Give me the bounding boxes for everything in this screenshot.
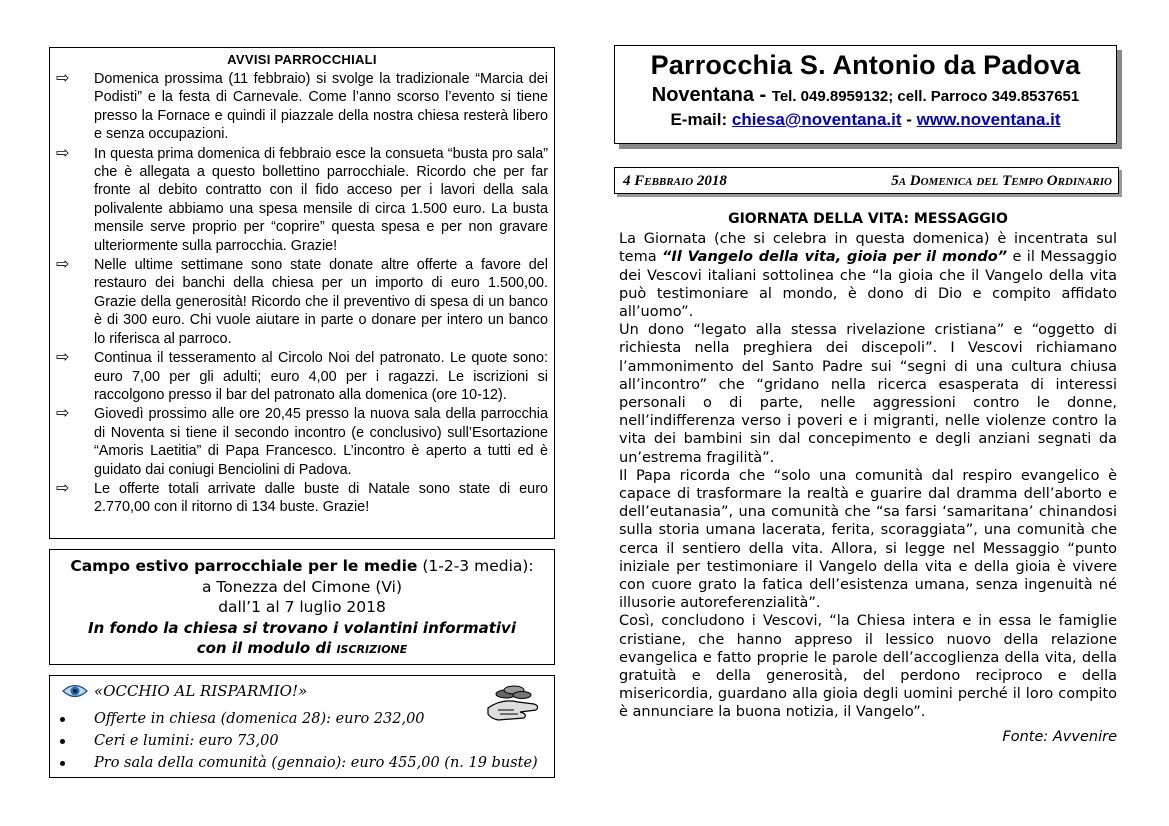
parish-name: Parrocchia S. Antonio da Padova bbox=[650, 50, 1081, 80]
article-source: Fonte: Avvenire bbox=[1002, 728, 1117, 745]
avviso-text: In questa prima domenica di febbraio esce la consueta “busta pro sala” che è allegata a questo bollettino parrocchiale. Ricordo che per far fronte al debito contratto con il fido acceso per i lavori della sala polivalente abbiamo una spesa mensile di circa 1.500 euro. La busta mensile serve proprio per “coprire” questa spesa e per non gravare ulteriormente sulla parrocchia. Grazie! bbox=[94, 145, 548, 254]
avviso-text: Giovedì prossimo alle ore 20,45 presso la nuova sala della parrocchia di Noventa si tiene il secondo incontro (e conclusivo) sull’Esortazione “Amoris Laetitia” di Papa Francesco. L’incontro è aperto a tutti ed è guidato dai coniugi Benciolini di Padova. bbox=[94, 406, 548, 478]
campo-modulo: con il modulo di ISCRIZIONE bbox=[196, 639, 408, 657]
avviso-item bbox=[56, 70, 548, 144]
website-link[interactable]: www.noventana.it bbox=[916, 110, 1061, 129]
avviso-item bbox=[56, 480, 548, 517]
list-item: Ceri e lumini: euro 73,00 bbox=[60, 730, 538, 752]
list-item: Offerte in chiesa (domenica 28): euro 232,00 bbox=[60, 708, 538, 730]
eye-icon bbox=[62, 683, 88, 699]
parish-header bbox=[614, 45, 1117, 144]
liturgical-sunday: 5a Domenica del Tempo Ordinario bbox=[891, 173, 1112, 189]
article-paragraph: La Giornata (che si celebra in questa domenica) è incentrata sul tema “Il Vangelo della vita, gioia per il mondo” e il Messaggio dei Vescovi italiani sottolinea che “la gioia che il Vangelo della vita può testimoniare al mondo, è dono di Dio e compito affidato all’uomo”. bbox=[619, 231, 1118, 321]
occhio-box bbox=[49, 675, 555, 778]
parish-contacts: Noventana - Tel. 049.8959132; cell. Parroco 349.8537651 bbox=[651, 84, 1080, 106]
avviso-item bbox=[56, 405, 548, 479]
avviso-text: Domenica prossima (11 febbraio) si svolge la tradizionale “Marcia dei Podisti” e la festa di Carnevale. Come l’anno scorso l’evento si tiene presso la Fornace e quindi il piazzale della nostra chiesa resterà libero e senza occupazioni. bbox=[94, 71, 548, 143]
avviso-item bbox=[56, 349, 548, 404]
avviso-text: Le offerte totali arrivate dalle buste di Natale sono state di euro 2.770,00 con il ritorno di 134 buste. Grazie! bbox=[94, 480, 548, 516]
avvisi-title: AVVISI PARROCCHIALI bbox=[227, 52, 377, 67]
occhio-header bbox=[62, 682, 307, 700]
article-paragraph: Il Papa ricorda che “solo una comunità dal respiro evangelico è capace di trasformare la realtà e guarire dal dramma dell’aborto e dell’eutanasia”, una comunità che “sa farsi ‘samaritana’ chinandosi sulla storia umana lacerata, ferita, scoraggiata”, una comunità che cerca il sentiero della vita. Allora, si legge nel Messaggio “punto iniziale per testimoniare il Vangelo della vita e della gioia è vivere con cuore grato la fatica dell’esistenza umana, senza ingenuità né illusorie autoreferenzialità”. bbox=[619, 467, 1117, 612]
occhio-title: «OCCHIO AL RISPARMIO!» bbox=[94, 682, 308, 700]
arrow-icon: ⇨ bbox=[56, 349, 70, 367]
campo-info: In fondo la chiesa si trovano i volantini informativi bbox=[88, 618, 516, 637]
article-paragraph: Un dono “legato alla stessa rivelazione cristiana” e “oggetto di richiesta nella preghiera dei discepoli”. I Vescovi richiamano l’ammonimento del Santo Padre sui “segni di una cultura chiusa all’incontro” che “gridano nella ricerca esasperata di interessi personali o di parte, nelle aggressioni contro le donne, nell’indifferenza verso i poveri e i migranti, nelle violenze contro la vita dei bambini sin dal concepimento e degli anziani segnati da un’estrema fragilità”. bbox=[619, 322, 1117, 466]
avvisi-box bbox=[49, 47, 555, 539]
occhio-list bbox=[60, 708, 538, 774]
arrow-icon: ⇨ bbox=[56, 405, 70, 423]
arrow-icon: ⇨ bbox=[56, 70, 70, 87]
email-link[interactable]: chiesa@noventana.it bbox=[731, 110, 902, 129]
campo-place: a Tonezza del Cimone (Vi) bbox=[201, 577, 403, 596]
article-paragraph: Così, concludono i Vescovi, “la Chiesa intera e in essa le famiglie cristiane, che hanno appreso il lessico nuovo della relazione evangelica e fatto proprie le parole dell’accoglienza della vita, della gratuità e della generosità, del perdono reciproco e della misericordia, guardano alla gioia degli uomini perché il loro compito è annunciare la buona notizia, il Vangelo”. bbox=[619, 613, 1117, 721]
arrow-icon: ⇨ bbox=[56, 256, 70, 274]
campo-estivo-box bbox=[49, 549, 555, 665]
avviso-item bbox=[56, 145, 548, 255]
arrow-icon: ⇨ bbox=[56, 144, 70, 162]
avviso-text: Continua il tesseramento al Circolo Noi del patronato. Le quote sono: euro 7,00 per gli adulti; euro 4,00 per i ragazzi. Le iscrizioni si raccolgono presso il bar del patronato alla domenica (ore 10-12). bbox=[94, 350, 548, 403]
arrow-icon: ⇨ bbox=[56, 479, 70, 497]
avviso-item bbox=[56, 256, 548, 348]
article bbox=[619, 210, 1117, 746]
dateline-bar bbox=[614, 167, 1119, 194]
list-item: Pro sala della comunità (gennaio): euro 455,00 (n. 19 buste) bbox=[60, 752, 538, 774]
campo-dates: dall’1 al 7 luglio 2018 bbox=[218, 598, 386, 616]
avviso-text: Nelle ultime settimane sono state donate altre offerte a favore del restauro dei banchi della chiesa per un importo di euro 1.500,00. Grazie della generosità! Ricordo che il preventivo di spesa di un banco è di 300 euro. Chi vuole aiutare in parte o donare per intero un banco lo riferisca al parroco. bbox=[94, 257, 548, 347]
campo-title: Campo estivo parrocchiale per le medie (1-2-3 media): bbox=[70, 557, 534, 575]
article-title: GIORNATA DELLA VITA: MESSAGGIO bbox=[728, 211, 1008, 227]
issue-date: 4 Febbraio 2018 bbox=[623, 173, 727, 189]
parish-web: E-mail: chiesa@noventana.it - www.noventana.it bbox=[670, 110, 1061, 129]
